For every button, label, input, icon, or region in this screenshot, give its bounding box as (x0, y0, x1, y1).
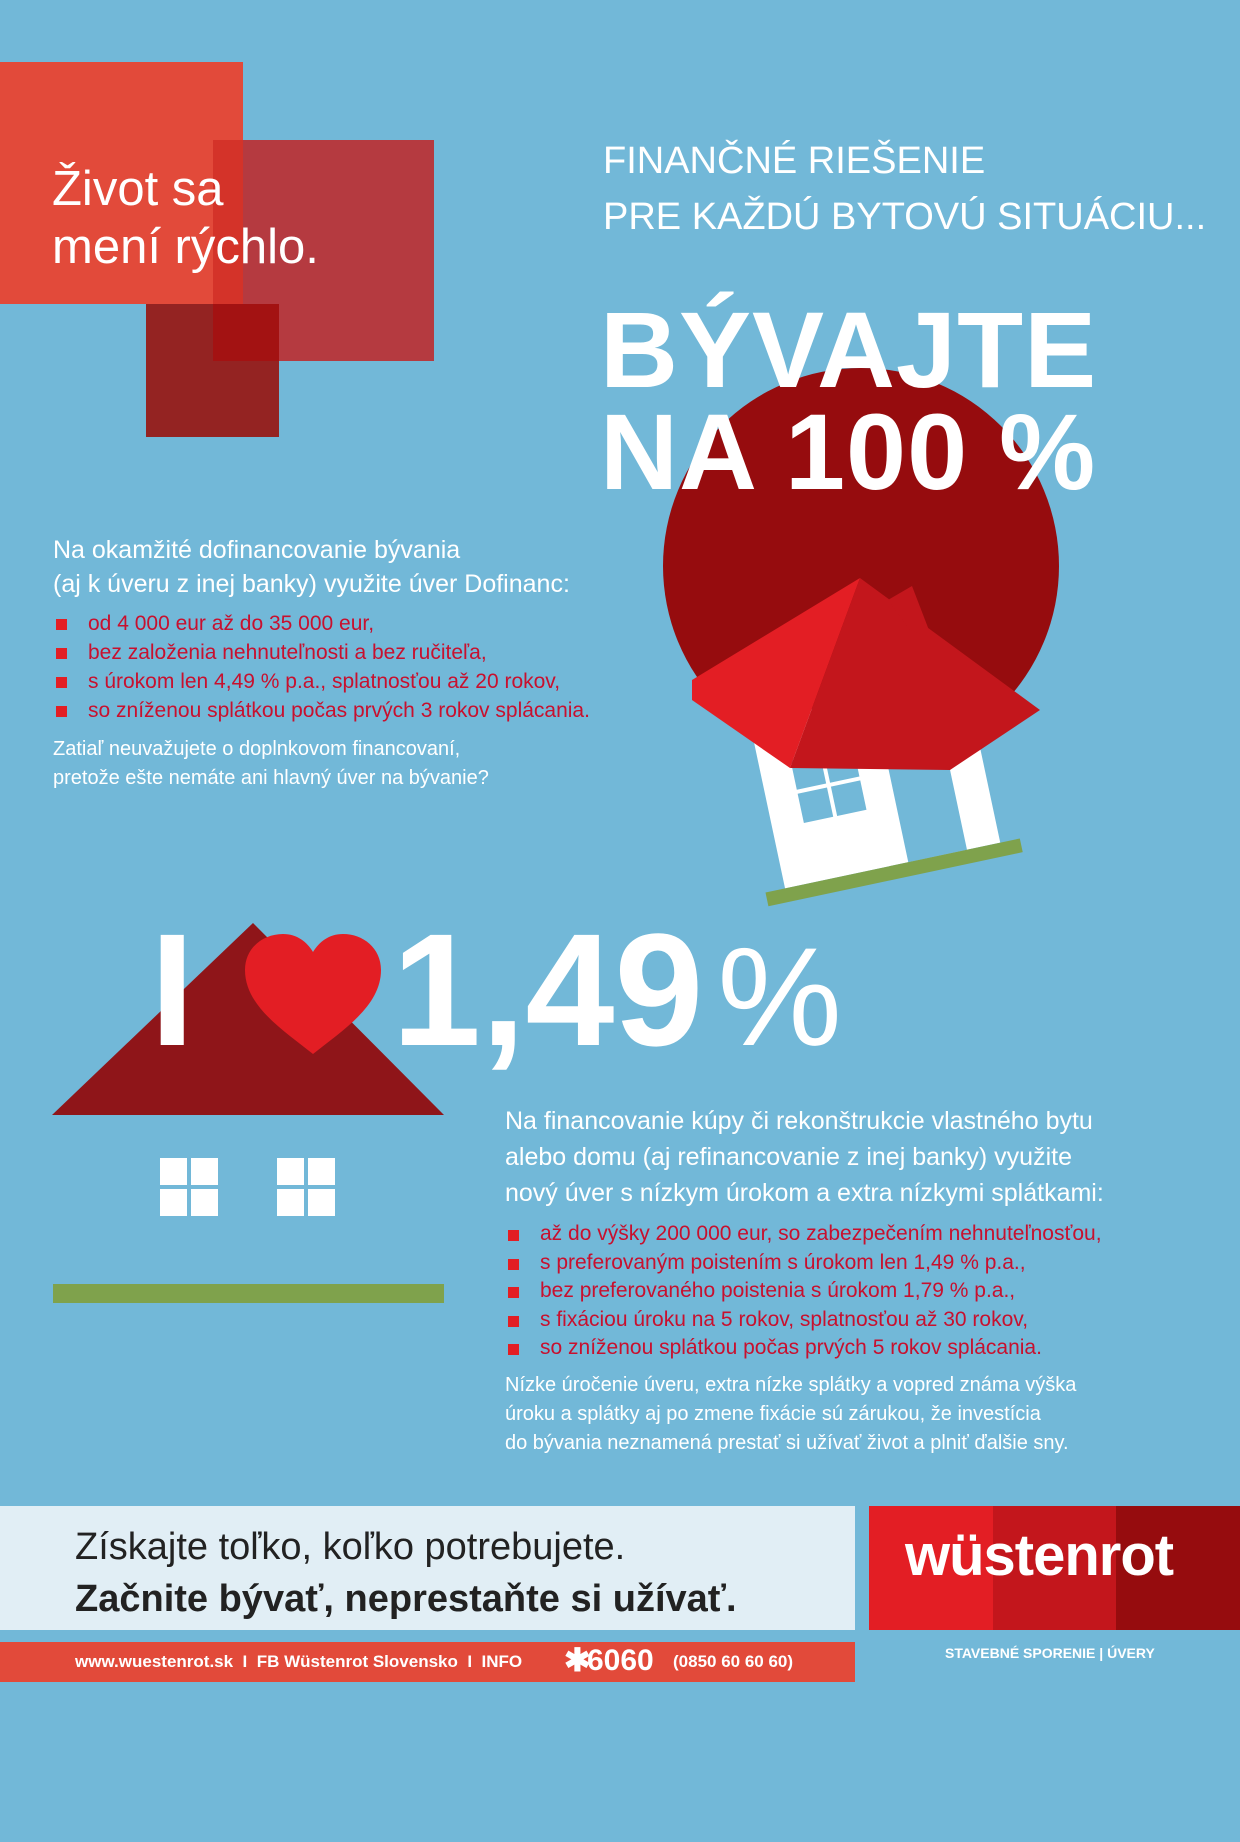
dofinanc-intro-line1: Na okamžité dofinancovanie bývania (53, 536, 461, 564)
loan-intro-line1: Na financovanie kúpy či rekonštrukcie vlastného bytu (505, 1107, 1093, 1135)
loan-note (505, 1371, 1076, 1458)
hero-heading-line1: FINANČNÉ RIEŠENIE (603, 140, 986, 182)
ground-line (53, 1284, 444, 1303)
loan-bullet-item: s preferovaným poistením s úrokom len 1,49 % p.a., (505, 1249, 1102, 1278)
info-number[interactable]: 6060 (587, 1644, 654, 1677)
loan-bullets (505, 1220, 1102, 1363)
love-rate-value: 1,49 (392, 900, 704, 1079)
loan-bullet-item: so zníženou splátkou počas prvých 5 rokov splácania. (505, 1334, 1102, 1363)
brand-logo[interactable]: wüstenrot (905, 1523, 1174, 1588)
window-left-icon (160, 1158, 218, 1216)
love-rate-percent: % (717, 918, 842, 1075)
dofinanc-note-line2: pretože ešte nemáte ani hlavný úver na bývanie? (53, 767, 489, 789)
loan-intro (505, 1103, 1104, 1211)
love-rate (392, 900, 842, 1079)
loan-intro-line2: alebo domu (aj refinancovanie z inej banky) využite (505, 1143, 1072, 1171)
dofinanc-note-line1: Zatiaľ neuvažujete o doplnkovom financovaní, (53, 738, 461, 760)
hero-heading-line2: PRE KAŽDÚ BYTOVÚ SITUÁCIU... (603, 196, 1207, 238)
love-letter: I (150, 900, 195, 1079)
info-phone[interactable]: (0850 60 60 60) (673, 1652, 794, 1671)
footer-bar (0, 1642, 855, 1682)
decor-square-overlap-2 (213, 304, 279, 361)
bottom-banner (0, 1506, 855, 1630)
dofinanc-bullet-item: od 4 000 eur až do 35 000 eur, (53, 609, 590, 638)
loan-note-line1: Nízke úročenie úveru, extra nízke splátky a vopred známa výška (505, 1374, 1077, 1396)
loan-note-line3: do bývania neznamená prestať si užívať život a plniť ďalšie sny. (505, 1432, 1069, 1454)
window-right-icon (277, 1158, 335, 1216)
dofinanc-bullets (53, 609, 590, 725)
loan-intro-line3: nový úver s nízkym úrokom a extra nízkymi splátkami: (505, 1179, 1104, 1207)
banner-line1: Získajte toľko, koľko potrebujete. (75, 1526, 626, 1568)
banner-line2: Začnite bývať, neprestaňte si užívať. (75, 1578, 737, 1620)
hero-big-line1: BÝVAJTE (600, 289, 1098, 410)
hero-heading (603, 133, 1206, 245)
dofinanc-intro-line2: (aj k úveru z inej banky) využite úver Dofinanc: (53, 570, 570, 598)
hero-tagline (52, 160, 319, 276)
hero-big-line2: NA 100 % (600, 391, 1097, 512)
hero-tagline-line1: Život sa (52, 162, 224, 216)
loan-note-line2: úroku a splátky aj po zmene fixácie sú zárukou, že investícia (505, 1403, 1041, 1425)
brand-logo-block (869, 1506, 1240, 1630)
dofinanc-bullet-item: so zníženou splátkou počas prvých 3 rokov splácania. (53, 696, 590, 725)
loan-bullet-item: až do výšky 200 000 eur, so zabezpečením nehnuteľnosťou, (505, 1220, 1102, 1249)
hero-big-text (600, 289, 1098, 512)
hero-tagline-line2: mení rýchlo. (52, 220, 319, 274)
heart-icon (243, 932, 383, 1056)
footer-links[interactable]: www.wuestenrot.sk I FB Wüstenrot Slovensko I INFO (75, 1652, 523, 1671)
dofinanc-intro (53, 533, 570, 601)
loan-bullet-item: bez preferovaného poistenia s úrokom 1,79 % p.a., (505, 1277, 1102, 1306)
dofinanc-bullet-item: bez založenia nehnuteľnosti a bez ručiteľa, (53, 638, 590, 667)
dofinanc-note (53, 735, 489, 793)
dofinanc-bullet-item: s úrokom len 4,49 % p.a., splatnosťou až 20 rokov, (53, 667, 590, 696)
loan-bullet-item: s fixáciou úroku na 5 rokov, splatnosťou až 30 rokov, (505, 1306, 1102, 1335)
brand-tagline: STAVEBNÉ SPORENIE | ÚVERY (945, 1645, 1155, 1661)
info-star-icon: ✱ (564, 1642, 591, 1678)
